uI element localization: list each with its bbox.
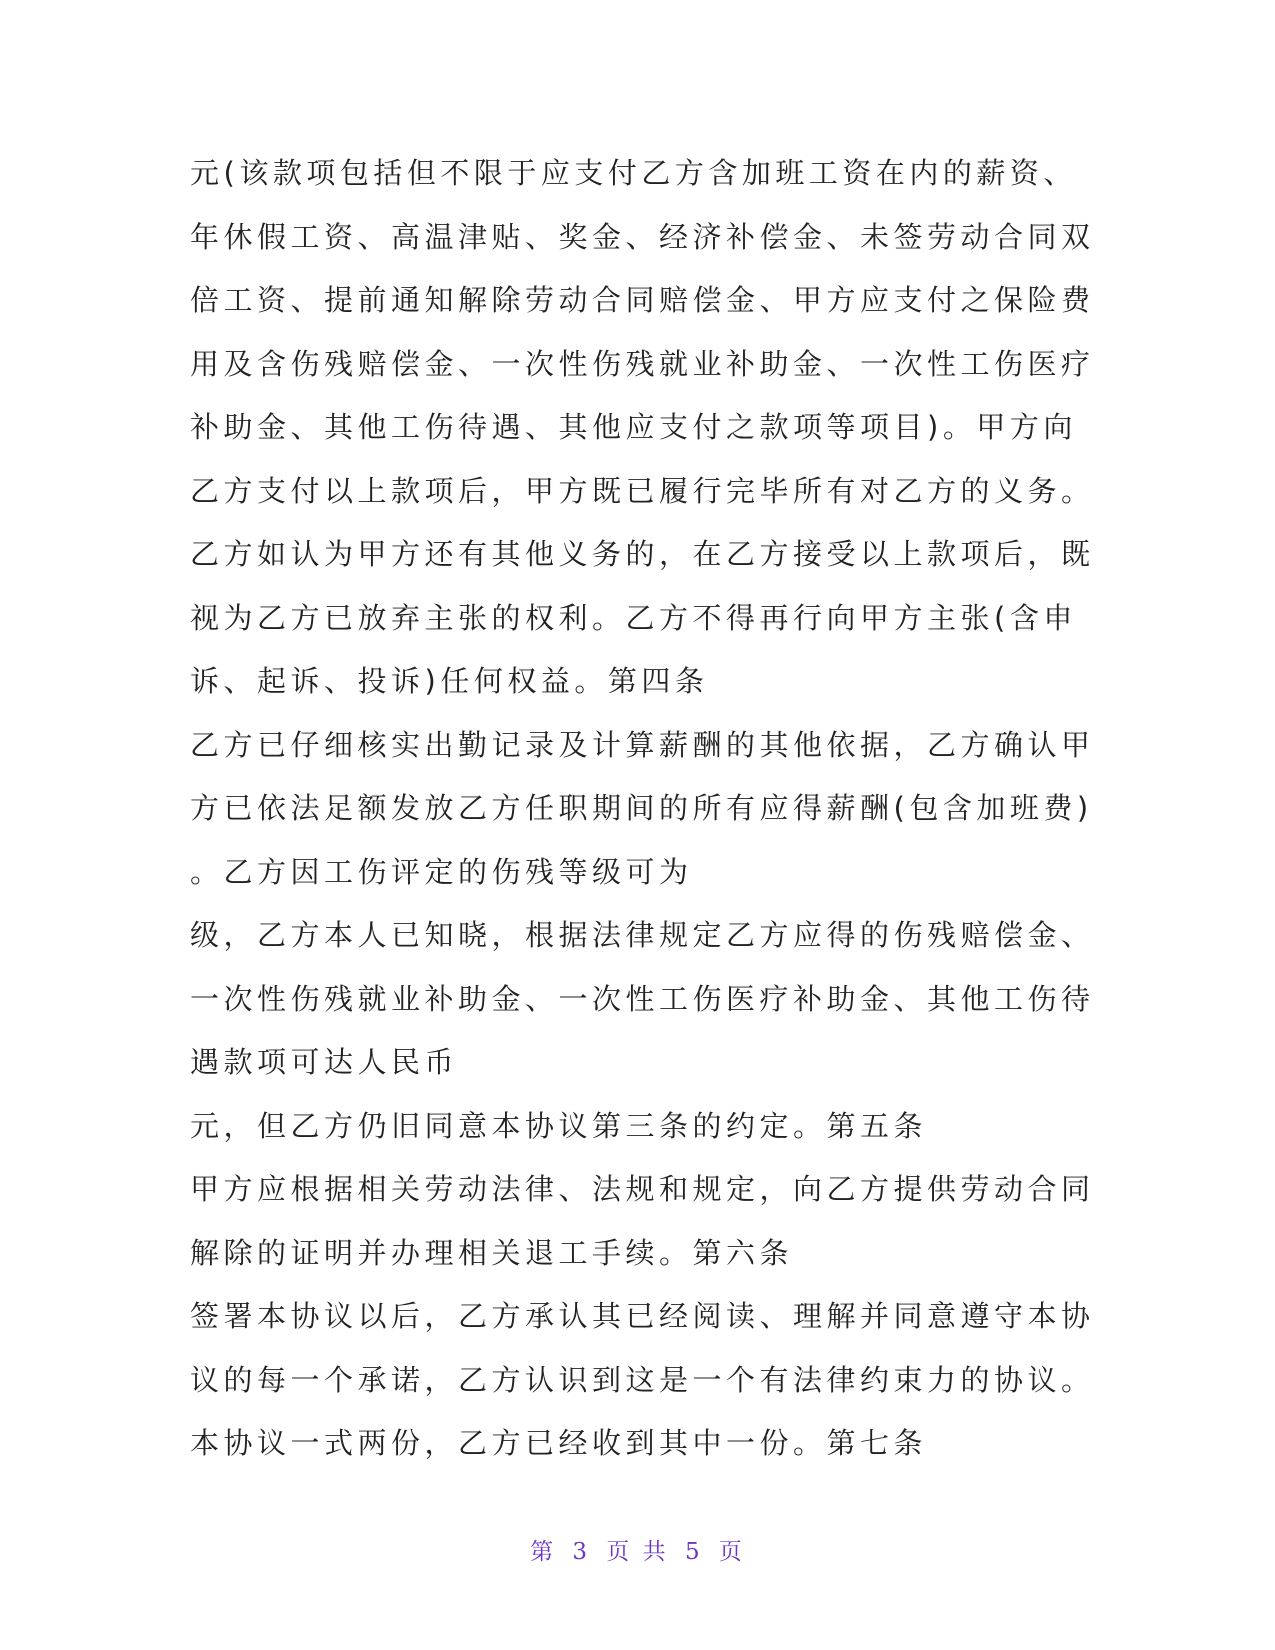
page-label-mid: 页 共 <box>606 1539 669 1565</box>
body-line: 方已依法足额发放乙方任职期间的所有应得薪酬(包含加班费) <box>190 791 1093 825</box>
total-pages-number: 5 <box>684 1539 703 1565</box>
body-line: 乙方已仔细核实出勤记录及计算薪酬的其他依据，乙方确认甲 <box>190 727 1095 762</box>
body-line: 元(该款项包括但不限于应支付乙方含加班工资在内的薪资、 <box>190 156 1077 190</box>
body-line: 本协议一式两份，乙方已经收到其中一份。第七条 <box>190 1426 928 1460</box>
body-line: 。乙方因工伤评定的伤残等级可为 <box>190 854 693 889</box>
body-line: 甲方应根据相关劳动法律、法规和规定，向乙方提供劳动合同 <box>190 1172 1095 1206</box>
body-line: 补助金、其他工伤待遇、其他应支付之款项等项目)。甲方向 <box>190 410 1077 444</box>
page-label-prefix: 第 <box>530 1539 557 1565</box>
body-line: 视为乙方已放弃主张的权利。乙方不得再行向甲方主张(含申 <box>190 600 1077 635</box>
page-number-footer <box>0 1533 1275 1566</box>
body-line: 诉、起诉、投诉)任何权益。第四条 <box>190 664 709 698</box>
body-line: 元，但乙方仍旧同意本协议第三条的约定。第五条 <box>190 1108 928 1143</box>
document-body <box>190 142 1095 1476</box>
body-line: 乙方支付以上款项后，甲方既已履行完毕所有对乙方的义务。 <box>190 473 1095 508</box>
body-line: 用及含伤残赔偿金、一次性伤残就业补助金、一次性工伤医疗 <box>190 346 1095 381</box>
page-label-suffix: 页 <box>718 1539 745 1565</box>
body-line: 解除的证明并办理相关退工手续。第六条 <box>190 1235 794 1270</box>
body-line: 遇款项可达人民币 <box>190 1045 459 1079</box>
body-line: 级，乙方本人已知晓，根据法律规定乙方应得的伤残赔偿金、 <box>190 918 1095 952</box>
current-page-number: 3 <box>572 1539 591 1565</box>
body-line: 议的每一个承诺，乙方认识到这是一个有法律约束力的协议。 <box>190 1362 1095 1397</box>
body-line: 签署本协议以后，乙方承认其已经阅读、理解并同意遵守本协 <box>190 1299 1095 1333</box>
body-line: 年休假工资、高温津贴、奖金、经济补偿金、未签劳动合同双 <box>190 219 1095 254</box>
body-line: 倍工资、提前通知解除劳动合同赔偿金、甲方应支付之保险费 <box>190 283 1095 317</box>
body-line: 一次性伤残就业补助金、一次性工伤医疗补助金、其他工伤待 <box>190 981 1095 1016</box>
body-line: 乙方如认为甲方还有其他义务的，在乙方接受以上款项后，既 <box>190 537 1095 571</box>
